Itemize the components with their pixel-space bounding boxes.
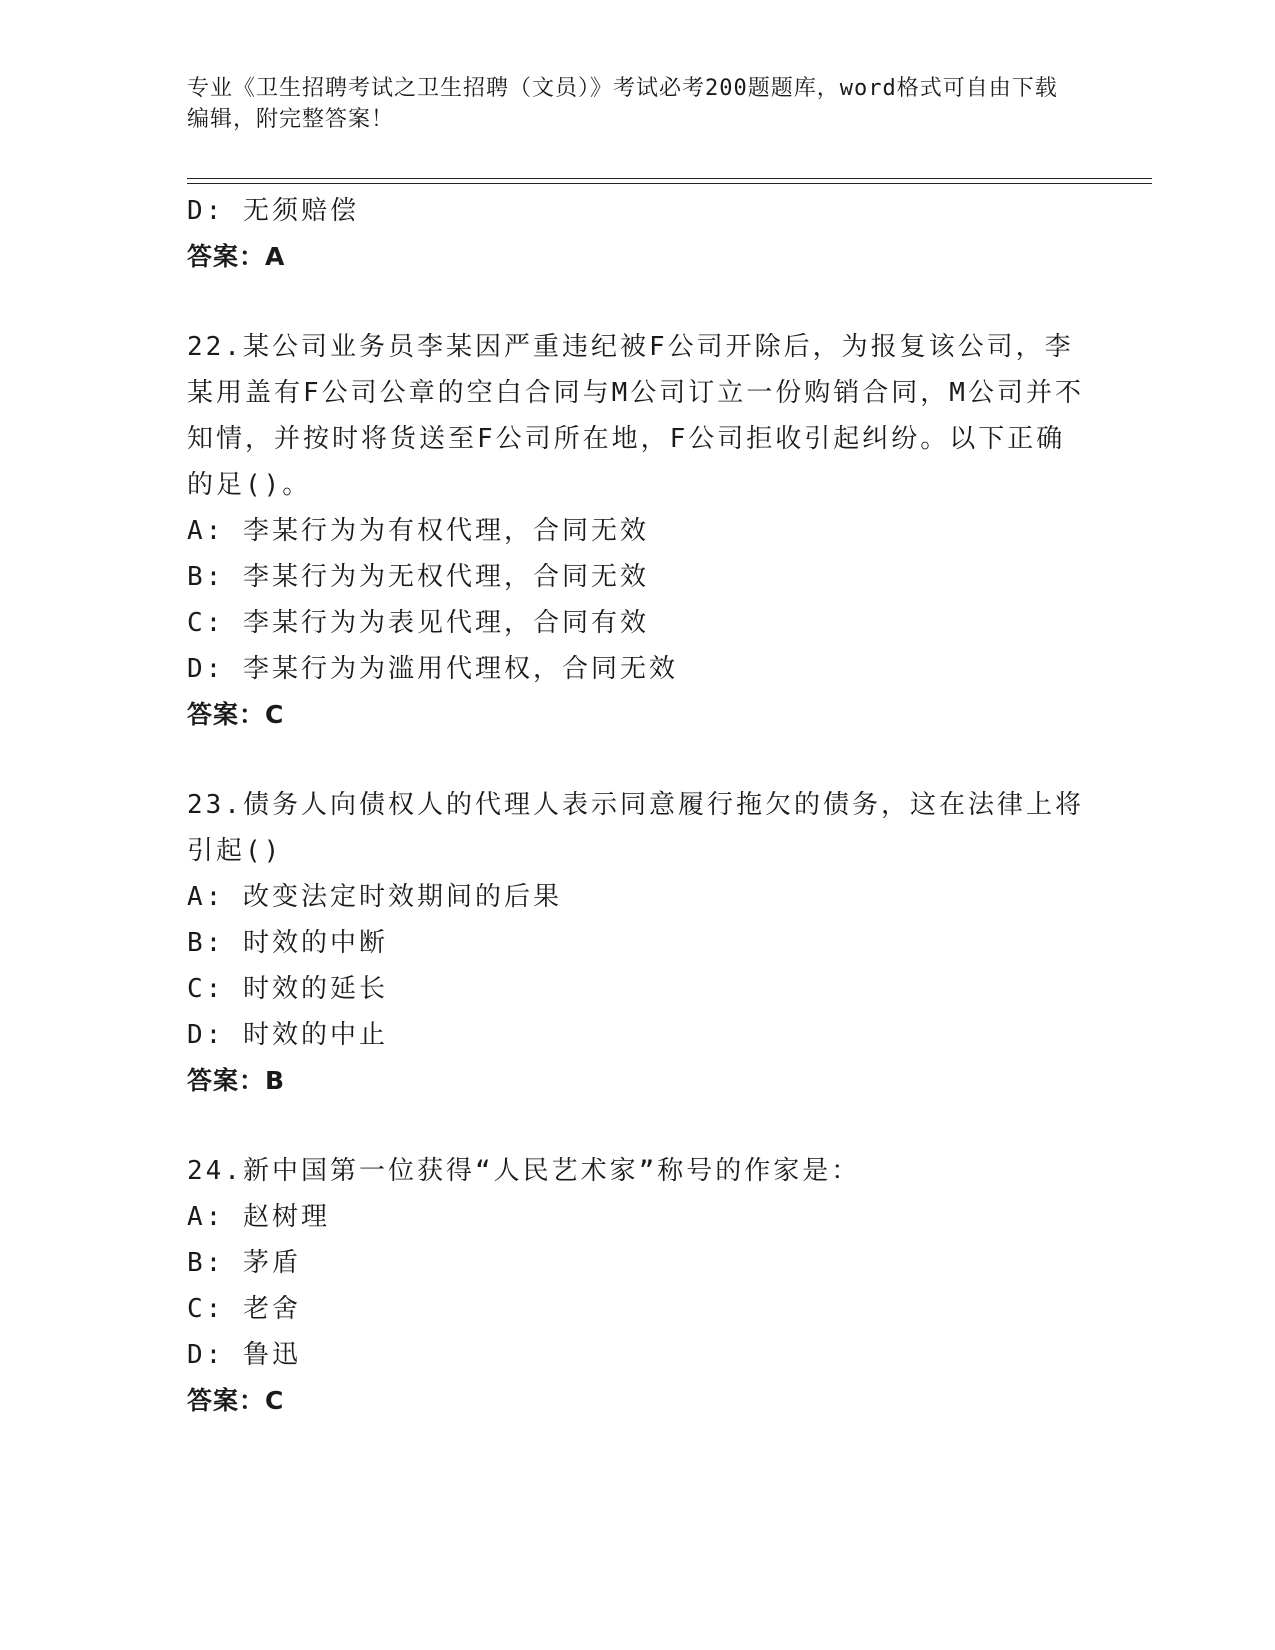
header-divider-top <box>187 178 1152 179</box>
question-block-24 <box>187 1148 1087 1424</box>
header-divider-bottom <box>187 183 1152 184</box>
question-block-22 <box>187 324 1087 738</box>
answer-line: 答案：C <box>187 1386 285 1415</box>
option-d: D: 李某行为为滥用代理权，合同无效 <box>187 654 678 684</box>
answer-line: 答案：C <box>187 700 285 729</box>
question-list <box>187 188 1087 1424</box>
answer-line: 答案：B <box>187 1066 286 1095</box>
answer-line: 答案：A <box>187 242 286 271</box>
spacer <box>187 1104 1087 1148</box>
option-c: C: 时效的延长 <box>187 974 388 1004</box>
option-d: D: 无须赔偿 <box>187 196 359 226</box>
option-b: B: 茅盾 <box>187 1248 301 1278</box>
question-stem: 24.新中国第一位获得“人民艺术家”称号的作家是： <box>187 1156 861 1186</box>
option-d: D: 时效的中止 <box>187 1020 388 1050</box>
question-stem: 22.某公司业务员李某因严重违纪被F公司开除后，为报复该公司，李某用盖有F公司公章的空白合同与M公司订立一份购销合同，M公司并不知情，并按时将货送至F公司所在地，F公司拒收引起纠纷。以下正确的足()。 <box>187 332 1084 500</box>
option-b: B: 时效的中断 <box>187 928 388 958</box>
document-header: 专业《卫生招聘考试之卫生招聘（文员）》考试必考200题题库，word格式可自由下载编辑，附完整答案！ <box>187 76 1058 132</box>
option-a: A: 赵树理 <box>187 1202 330 1232</box>
question-stem: 23.债务人向债权人的代理人表示同意履行拖欠的债务，这在法律上将引起() <box>187 790 1084 866</box>
spacer <box>187 280 1087 324</box>
option-c: C: 老舍 <box>187 1294 301 1324</box>
option-a: A: 改变法定时效期间的后果 <box>187 882 562 912</box>
option-a: A: 李某行为为有权代理，合同无效 <box>187 516 649 546</box>
question-block-23 <box>187 782 1087 1104</box>
option-d: D: 鲁迅 <box>187 1340 301 1370</box>
option-b: B: 李某行为为无权代理，合同无效 <box>187 562 649 592</box>
option-c: C: 李某行为为表见代理，合同有效 <box>187 608 649 638</box>
spacer <box>187 738 1087 782</box>
question-block-partial <box>187 188 1087 280</box>
